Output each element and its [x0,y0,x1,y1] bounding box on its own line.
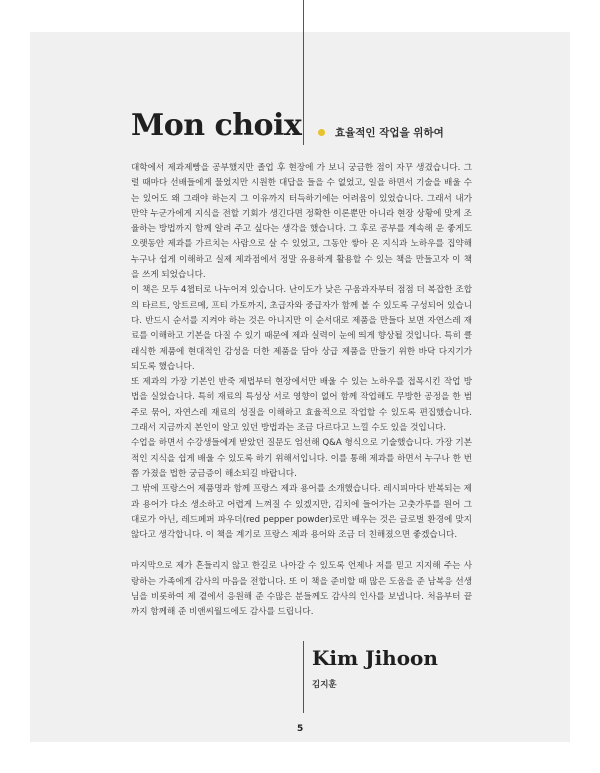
paragraph: 이 책은 모두 4챕터로 나누어져 있습니다. 난이도가 낮은 구움과자부터 점점 더 복잡한 조합의 타르트, 앙트르메, 프티 가토까지, 초급자와 중급자가 함께 볼 수 있도록 구성되어 있습니다. 반드시 순서를 지켜야 하는 것은 아니지만 이 순서대로 제품을 만들다 보면 자연스레 재료를 이해하고 기본을 다질 수 있기 때문에 제과 실력이 눈에 띄게 향상될 것입니다. 특히 클래식한 제품에 현대적인 감성을 더한 제품을 담아 상급 제품을 만들기 위한 바닥 다지기가 되도록 했습니다. [131,285,472,372]
subtitle-text: 효율적인 작업을 위하여 [335,127,444,139]
paragraph: 대학에서 제과제빵을 공부했지만 졸업 후 현장에 가 보니 궁금한 점이 자꾸 생겼습니다. 그럴 때마다 선배들에게 물었지만 시원한 대답을 들을 수 없었고, 일을 하면서 기술을 배울 수는 있어도 왜 그래야 하는지 그 이유까지 터득하기에는 어려움이 있었습니다. 그래서 내가 만약 누군가에게 지식을 전할 기회가 생긴다면 정확한 이론뿐만 아니라 현장 상황에 맞게 조율하는 방법까지 함께 알려 주고 싶다는 생각을 했습니다. 그 후로 공부를 계속해 운 좋게도 오랫동안 제과를 가르치는 사람으로 살 수 있었고, 그동안 쌓아 온 지식과 노하우를 집약해 누구나 쉽게 이해하고 실제 제과점에서 정말 유용하게 활용할 수 있는 책을 만들고자 이 책을 쓰게 되었습니다. [131,163,472,281]
top-divider-line [303,0,304,145]
page-number: 5 [297,724,304,734]
page-title: Mon choix [131,108,302,143]
paragraph: 마지막으로 제가 흔들리지 않고 한길로 나아갈 수 있도록 언제나 저를 믿고 지지해 주는 사랑하는 가족에게 감사의 마음을 전합니다. 또 이 책을 준비할 때 많은 도움을 준 남복응 선생님을 비롯하여 제 곁에서 응원해 준 수많은 분들께도 감사의 인사를 보냅니다. 처음부터 끝까지 함께해 준 비앤씨월드에도 감사를 드립니다. [131,561,472,618]
subtitle [318,125,444,140]
bottom-divider-line [303,641,304,713]
yellow-bullet-icon [318,129,325,136]
body-text [131,161,472,621]
author-name-korean: 김지훈 [312,680,337,690]
paragraph: 수업을 하면서 수강생들에게 받았던 질문도 엄선해 Q&A 형식으로 기술했습니다. 가장 기본적인 지식을 쉽게 배울 수 있도록 하기 위해서입니다. 이를 통해 제과를 하면서 누구나 한 번쯤 가졌을 법한 궁금증이 해소되길 바랍니다. [131,438,472,479]
paragraph: 그 밖에 프랑스어 제품명과 함께 프랑스 제과 용어를 소개했습니다. 레시피마다 반복되는 제과 용어가 다소 생소하고 어렵게 느껴질 수 있겠지만, 김치에 들어가는 고춧가루를 원어 그대로가 아닌, 레드페퍼 파우더(red pepper powder)로만 배우는 것은 글로벌 환경에 맞지 않다고 생각합니다. 이 책을 계기로 프랑스 제과 용어와 조금 더 친해졌으면 좋겠습니다. [131,484,472,541]
author-name: Kim Jihoon [312,646,438,670]
paragraph: 또 제과의 가장 기본인 반죽 제법부터 현장에서만 배울 수 있는 노하우를 접목시킨 작업 방법을 실었습니다. 특히 재료의 특성상 서로 영향이 없어 함께 작업해도 무방한 공정을 한 범주로 묶어, 자연스레 재료의 성질을 이해하고 효율적으로 작업할 수 있도록 편집했습니다. 그래서 지금까지 본인이 알고 있던 방법과는 조금 다르다고 느낄 수도 있을 것입니다. [131,377,472,434]
